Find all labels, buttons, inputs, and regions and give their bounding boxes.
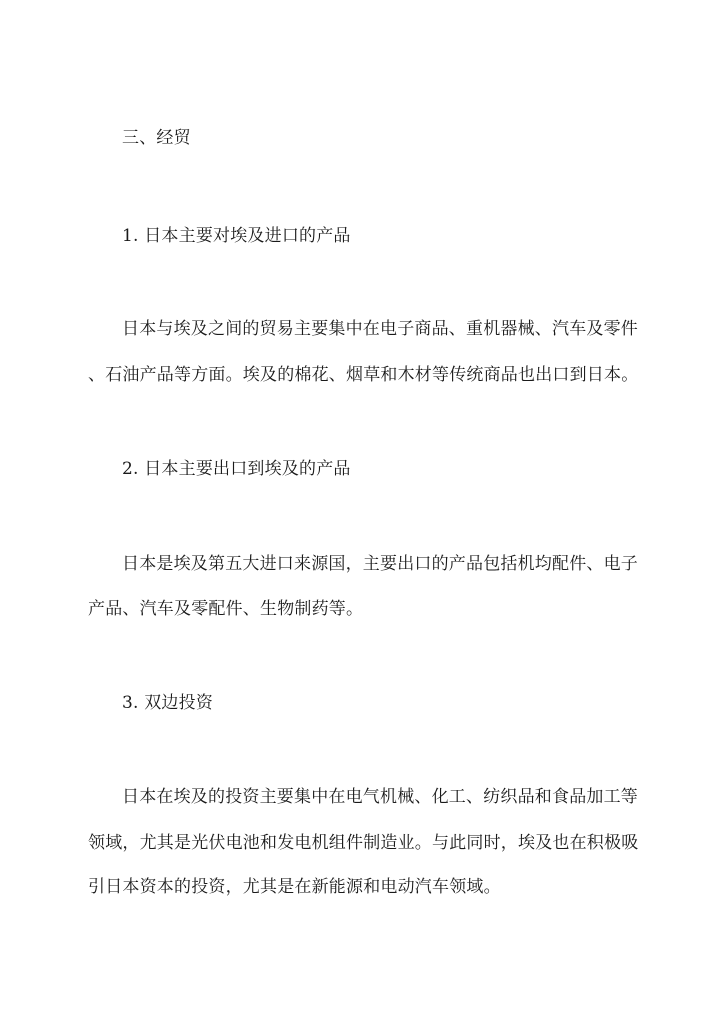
section-heading: 三、经贸 bbox=[122, 128, 191, 148]
item-3-paragraph-line-3: 引日本资本的投资，尤其是在新能源和电动汽车领域。 bbox=[88, 877, 501, 897]
item-3-heading: 3. 双边投资 bbox=[122, 693, 214, 713]
item-1-paragraph-line-1: 日本与埃及之间的贸易主要集中在电子商品、重机器械、汽车及零件 bbox=[122, 319, 638, 339]
item-3-paragraph-line-2: 领域，尤其是光伏电池和发电机组件制造业。与此同时，埃及也在积极吸 bbox=[88, 833, 639, 853]
item-2-paragraph-line-2: 产品、汽车及零配件、生物制药等。 bbox=[88, 599, 364, 619]
item-1-heading: 1. 日本主要对埃及进口的产品 bbox=[122, 226, 351, 246]
item-3-paragraph-line-1: 日本在埃及的投资主要集中在电气机械、化工、纺织品和食品加工等 bbox=[122, 787, 638, 807]
item-2-heading: 2. 日本主要出口到埃及的产品 bbox=[122, 459, 351, 479]
item-1-paragraph-line-2: 、石油产品等方面。埃及的棉花、烟草和木材等传统商品也出口到日本。 bbox=[88, 365, 639, 385]
item-2-paragraph-line-1: 日本是埃及第五大进口来源国，主要出口的产品包括机均配件、电子 bbox=[122, 554, 638, 574]
